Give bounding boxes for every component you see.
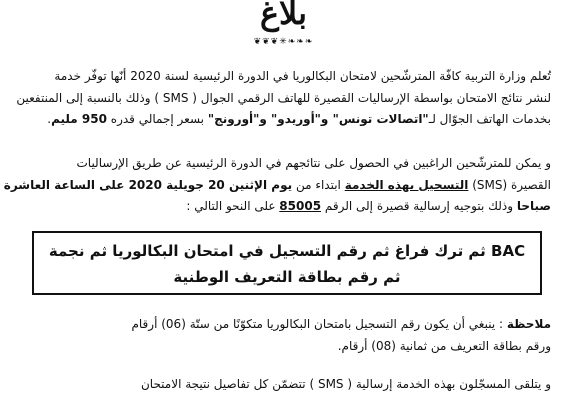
title-ornament: ❦❦❦✳❧❧❧ (253, 37, 314, 47)
paragraph-1-line-1: تُعلم وزارة التربية كافّة المترشّحين لامتحان البكالوريا في الدورة الرئيسية لسنة 2020 أنّها توفّر خدمة (54, 69, 551, 83)
paragraph-2-line-2 (3, 175, 551, 197)
note-line-1 (20, 314, 551, 336)
format-intro: على النحو التالي : (186, 199, 280, 213)
paragraph-1-line-2: لنشر نتائج الامتحان بواسطة الإرساليات القصيرة للهاتف الرقمي الجوال ( SMS ) وذلك بالنسبة إلى المنتفعين (16, 90, 551, 105)
registration-text: التسجيل بهذه الخدمة (344, 177, 469, 192)
send-sms-text: وذلك بتوجيه إرسالية قصيرة إلى الرقم (321, 199, 517, 213)
announcement-paragraph-2 (3, 153, 551, 218)
line-end-dot: . (47, 112, 52, 126)
paragraph-1-line-3 (20, 109, 551, 131)
price-prefix: بسعر إجمالي قدره (106, 112, 208, 126)
paragraph-2-line-3 (20, 196, 551, 218)
paragraph-3-line-1: و يتلقى المسجّلون بهذه الخدمة إرسالية ( SMS ) تتضمّن كل تفاصيل نتيجة الامتحان (140, 377, 551, 391)
morning-text: صباحا (516, 199, 551, 213)
sms-number: 85005 (279, 199, 322, 213)
sms-format-line-2: ثم رقم بطاقة التعريف الوطنية (173, 268, 401, 286)
start-from-text: ابتداء من (292, 177, 345, 192)
note-line-2: ورقم بطاقة التعريف من ثمانية (08) أرقام. (337, 338, 551, 353)
note-text-1: : ينبغي أن يكون رقم التسجيل بامتحان البكالوريا متكوّنًا من ستّة (06) أرقام (131, 317, 507, 331)
start-date: يوم الإثنين 20 جويلية 2020 على الساعة العاشرة (3, 177, 293, 192)
price-value: 950 مليم (51, 112, 107, 126)
note-label: ملاحظة (506, 317, 551, 331)
services-prefix: بخدمات الهاتف الجوّال لـ (428, 112, 551, 126)
operators-names: "اتصالات تونس" و"أوريدو" و"أورونج" (207, 112, 429, 126)
note-paragraph (20, 314, 551, 357)
page-title: بلاغ (259, 0, 308, 32)
sms-format-line-1: BAC ثم ترك فراغ ثم رقم التسجيل في امتحان البكالوريا ثم نجمة (48, 242, 526, 260)
announcement-paragraph-1 (16, 66, 551, 131)
sms-prefix: القصيرة (SMS) (468, 177, 551, 192)
announcement-paragraph-3 (20, 374, 551, 396)
sms-format-box (32, 231, 542, 295)
paragraph-2-line-1: و يمكن للمترشّحين الراغبين في الحصول على نتائجهم في الدورة الرئيسية عن طريق الإرساليات (76, 156, 551, 170)
